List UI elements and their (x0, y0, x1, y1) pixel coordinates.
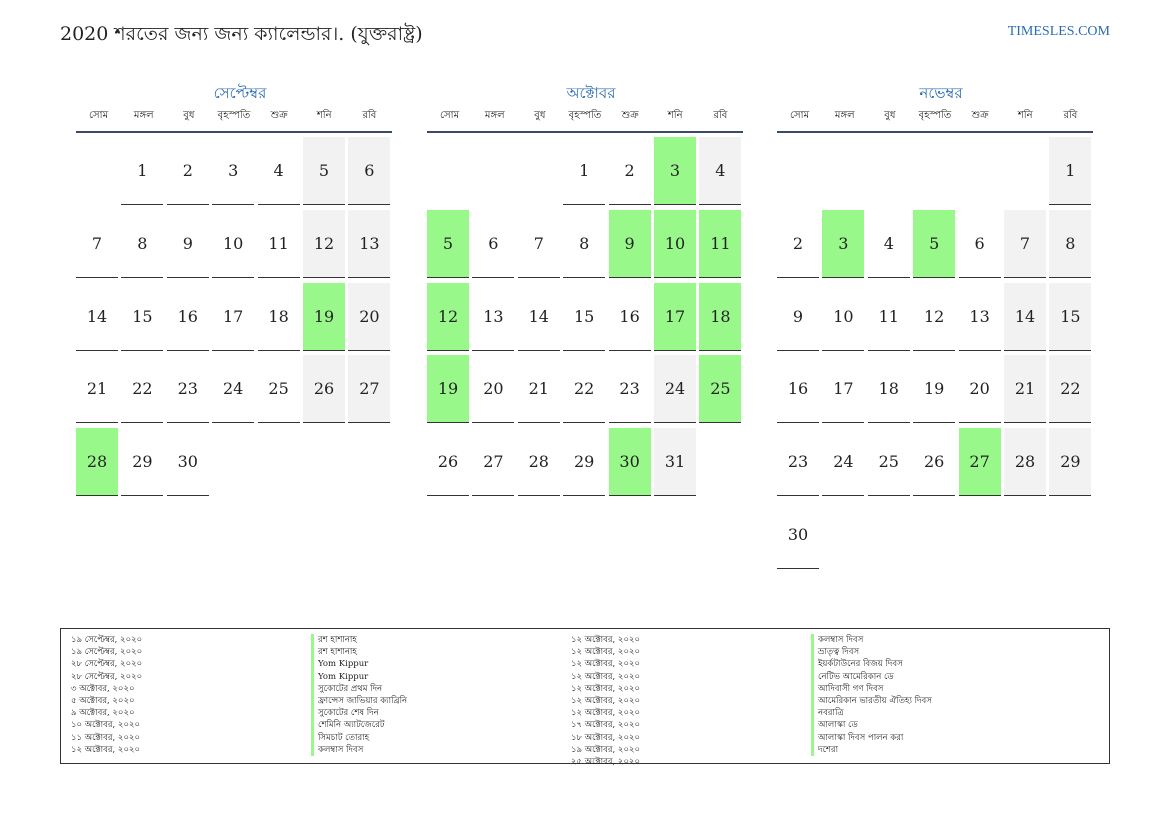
legend-holiday-name: কলম্বাস দিবস (811, 634, 932, 646)
weekday-label: শনি (316, 110, 332, 121)
legend-date: ১৯ সেপ্টেম্বর, ২০২০ (71, 647, 143, 658)
day-cell: 17 (212, 283, 254, 351)
legend-holiday-name: Yom Kippur (311, 658, 407, 670)
day-cell: 6 (472, 210, 514, 278)
day-cell: 7 (1004, 210, 1046, 278)
legend-holiday-name: শেমিনি অ্যাটজেরেট (311, 719, 407, 731)
legend-holiday-name: ফ্রান্সেস জাভিয়ার ক্যাব্রিনি (311, 695, 407, 707)
legend-date: ২৮ সেপ্টেম্বর, ২০২০ (71, 671, 143, 682)
legend-date: ৯ অক্টোবর, ২০২০ (71, 708, 135, 719)
legend-names-left (311, 634, 407, 756)
weekday-label: বুধ (884, 110, 896, 121)
day-cell: 17 (822, 355, 864, 423)
legend-date: ১২ অক্টোবর, ২০২০ (571, 671, 641, 682)
day-cell: 9 (167, 210, 209, 278)
legend-date: ১৮ অক্টোবর, ২০২০ (571, 732, 641, 743)
day-cell: 22 (121, 355, 163, 423)
day-cell: 28 (76, 428, 118, 496)
legend-holiday-name: সুকোটের প্রথম দিন (311, 683, 407, 695)
legend-date: ১২ অক্টোবর, ২০২০ (571, 635, 641, 645)
weekday-label: বৃহস্পতি (568, 110, 602, 121)
day-cell: 21 (76, 355, 118, 423)
weekday-label: শুক্র (971, 110, 989, 121)
day-cell: 15 (563, 283, 605, 351)
weekday-label: বুধ (534, 110, 546, 121)
month-title: নভেম্বর (919, 84, 963, 102)
weekday-label: মঙ্গল (133, 110, 154, 121)
legend-date: ২৫ অক্টোবর, ২০২০ (571, 757, 641, 768)
day-cell: 7 (518, 210, 560, 278)
legend-holiday-name: দশেরা (811, 744, 932, 756)
day-cell: 27 (348, 355, 390, 423)
day-cell: 2 (167, 137, 209, 205)
day-cell: 22 (563, 355, 605, 423)
day-cell: 11 (868, 283, 910, 351)
weekday-header (427, 108, 743, 133)
page-title: 2020 শরতের জন্য জন্য ক্যালেন্ডার।. (যুক্তরাষ্ট্র) (60, 23, 423, 45)
legend-holiday-name: সিমচাট তোরাহ (311, 732, 407, 744)
weekday-label: রবি (362, 110, 377, 121)
weekday-label: মঙ্গল (484, 110, 505, 121)
day-cell: 14 (518, 283, 560, 351)
weekday-label: শুক্র (621, 110, 639, 121)
legend-date: ২৮ সেপ্টেম্বর, ২০২০ (71, 659, 143, 670)
legend-date: ১২ অক্টোবর, ২০২০ (571, 659, 641, 670)
day-cell: 21 (1004, 355, 1046, 423)
weekday-label: শনি (667, 110, 683, 121)
legend-date: ৫ অক্টোবর, ২০২০ (71, 696, 135, 707)
legend-holiday-name: Yom Kippur (311, 671, 407, 683)
day-cell: 22 (1049, 355, 1091, 423)
legend-holiday-name: আলাস্কা দিবস পালন করা (811, 732, 932, 744)
weekday-label: বুধ (183, 110, 195, 121)
legend-holiday-name: নেটিভ আমেরিকান ডে (811, 671, 932, 683)
month-november (781, 82, 1101, 544)
day-cell: 16 (167, 283, 209, 351)
day-cell: 3 (212, 137, 254, 205)
day-cell: 26 (303, 355, 345, 423)
day-cell: 1 (1049, 137, 1091, 205)
legend-date: ১০ অক্টোবর, ২০২০ (71, 720, 141, 731)
day-cell: 8 (1049, 210, 1091, 278)
day-cell: 28 (1004, 428, 1046, 496)
weekday-label: সোম (89, 110, 109, 121)
day-cell: 6 (959, 210, 1001, 278)
day-cell: 25 (868, 428, 910, 496)
day-cell: 6 (348, 137, 390, 205)
day-cell: 11 (258, 210, 300, 278)
day-cell: 20 (959, 355, 1001, 423)
legend-holiday-name: ভ্রাতৃত্ব দিবস (811, 646, 932, 658)
legend-holiday-name: আমেরিকান ভারতীয় ঐতিহ্য দিবস (811, 695, 932, 707)
legend-holiday-name: সুকোটের শেষ দিন (311, 707, 407, 719)
day-cell: 20 (472, 355, 514, 423)
day-cell: 21 (518, 355, 560, 423)
day-cell: 12 (303, 210, 345, 278)
day-cell: 23 (777, 428, 819, 496)
legend-date: ১৯ অক্টোবর, ২০২০ (571, 744, 641, 755)
day-cell: 11 (699, 210, 741, 278)
weekday-header (777, 108, 1093, 133)
day-cell: 29 (121, 428, 163, 496)
day-cell: 27 (959, 428, 1001, 496)
day-cell: 26 (913, 428, 955, 496)
legend-dates-left (71, 634, 142, 756)
day-cell: 12 (913, 283, 955, 351)
legend-holiday-name: রশ হাশানাহ (311, 634, 407, 646)
day-cell: 3 (822, 210, 864, 278)
legend-date: ১৭ অক্টোবর, ২০২০ (571, 720, 641, 731)
day-cell: 26 (427, 428, 469, 496)
day-cell: 24 (212, 355, 254, 423)
day-cell: 20 (348, 283, 390, 351)
day-cell: 18 (699, 283, 741, 351)
day-cell: 5 (913, 210, 955, 278)
day-cell: 13 (348, 210, 390, 278)
holiday-legend (60, 628, 1110, 768)
weekday-label: শুক্র (270, 110, 288, 121)
day-cell: 10 (212, 210, 254, 278)
day-cell: 12 (427, 283, 469, 351)
day-cell: 25 (258, 355, 300, 423)
site-link[interactable]: TIMESLES.COM (1007, 24, 1110, 39)
legend-holiday-name: কলম্বাস দিবস (311, 744, 407, 756)
month-title: সেপ্টেম্বর (213, 84, 267, 102)
legend-holiday-name: আদিবাসী গণ দিবস (811, 683, 932, 695)
day-cell: 9 (609, 210, 651, 278)
weekday-header (76, 108, 392, 133)
legend-date: ১২ অক্টোবর, ২০২০ (571, 708, 641, 719)
day-cell: 28 (518, 428, 560, 496)
day-cell: 16 (609, 283, 651, 351)
day-cell: 1 (563, 137, 605, 205)
day-cell: 5 (303, 137, 345, 205)
day-cell: 5 (427, 210, 469, 278)
legend-date: ১১ অক্টোবর, ২০২০ (71, 732, 141, 743)
day-cell: 2 (609, 137, 651, 205)
day-cell: 30 (609, 428, 651, 496)
legend-dates-right (571, 634, 640, 768)
weekday-label: বৃহস্পতি (217, 110, 251, 121)
legend-date: ১২ অক্টোবর, ২০২০ (571, 696, 641, 707)
day-cell: 4 (868, 210, 910, 278)
weekday-label: রবি (713, 110, 728, 121)
weekday-label: সোম (440, 110, 460, 121)
legend-date: ১২ অক্টোবর, ২০২০ (71, 744, 141, 755)
day-cell: 25 (699, 355, 741, 423)
legend-date: ১২ অক্টোবর, ২০২০ (571, 647, 641, 658)
weekday-label: রবি (1063, 110, 1078, 121)
day-cell: 29 (1049, 428, 1091, 496)
day-cell: 24 (822, 428, 864, 496)
legend-holiday-name: আলাস্কা ডে (811, 719, 932, 731)
day-cell: 10 (654, 210, 696, 278)
day-cell: 19 (913, 355, 955, 423)
legend-holiday-name: ইয়র্কটাউনের বিজয় দিবস (811, 658, 932, 670)
day-cell: 8 (121, 210, 163, 278)
day-cell: 16 (777, 355, 819, 423)
day-cell: 4 (699, 137, 741, 205)
day-cell: 30 (777, 501, 819, 569)
day-cell: 31 (654, 428, 696, 496)
legend-names-right (811, 634, 932, 756)
day-cell: 18 (868, 355, 910, 423)
weekday-label: শনি (1017, 110, 1033, 121)
legend-holiday-name: নবরাত্রি (811, 707, 932, 719)
day-cell: 30 (167, 428, 209, 496)
legend-date: ১২ অক্টোবর, ২০২০ (571, 683, 641, 694)
month-october (431, 82, 751, 472)
day-cell: 15 (121, 283, 163, 351)
day-cell: 10 (822, 283, 864, 351)
day-cell: 15 (1049, 283, 1091, 351)
legend-date: ৩ অক্টোবর, ২০২০ (71, 683, 135, 694)
weekday-label: সোম (790, 110, 810, 121)
day-cell: 14 (1004, 283, 1046, 351)
day-cell: 14 (76, 283, 118, 351)
day-cell: 24 (654, 355, 696, 423)
legend-date: ১৯ সেপ্টেম্বর, ২০২০ (71, 635, 143, 645)
day-cell: 8 (563, 210, 605, 278)
day-cell: 13 (959, 283, 1001, 351)
day-cell: 27 (472, 428, 514, 496)
weekday-label: মঙ্গল (834, 110, 855, 121)
day-cell: 23 (609, 355, 651, 423)
day-cell: 3 (654, 137, 696, 205)
day-cell: 4 (258, 137, 300, 205)
day-cell: 13 (472, 283, 514, 351)
day-cell: 2 (777, 210, 819, 278)
day-cell: 29 (563, 428, 605, 496)
day-cell: 19 (427, 355, 469, 423)
day-cell: 17 (654, 283, 696, 351)
legend-holiday-name: রশ হাশানাহ (311, 646, 407, 658)
day-cell: 18 (258, 283, 300, 351)
day-cell: 9 (777, 283, 819, 351)
month-september (80, 82, 400, 472)
day-cell: 7 (76, 210, 118, 278)
day-cell: 1 (121, 137, 163, 205)
month-title: অক্টোবর (566, 84, 616, 102)
weekday-label: বৃহস্পতি (918, 110, 952, 121)
day-cell: 19 (303, 283, 345, 351)
day-cell: 23 (167, 355, 209, 423)
